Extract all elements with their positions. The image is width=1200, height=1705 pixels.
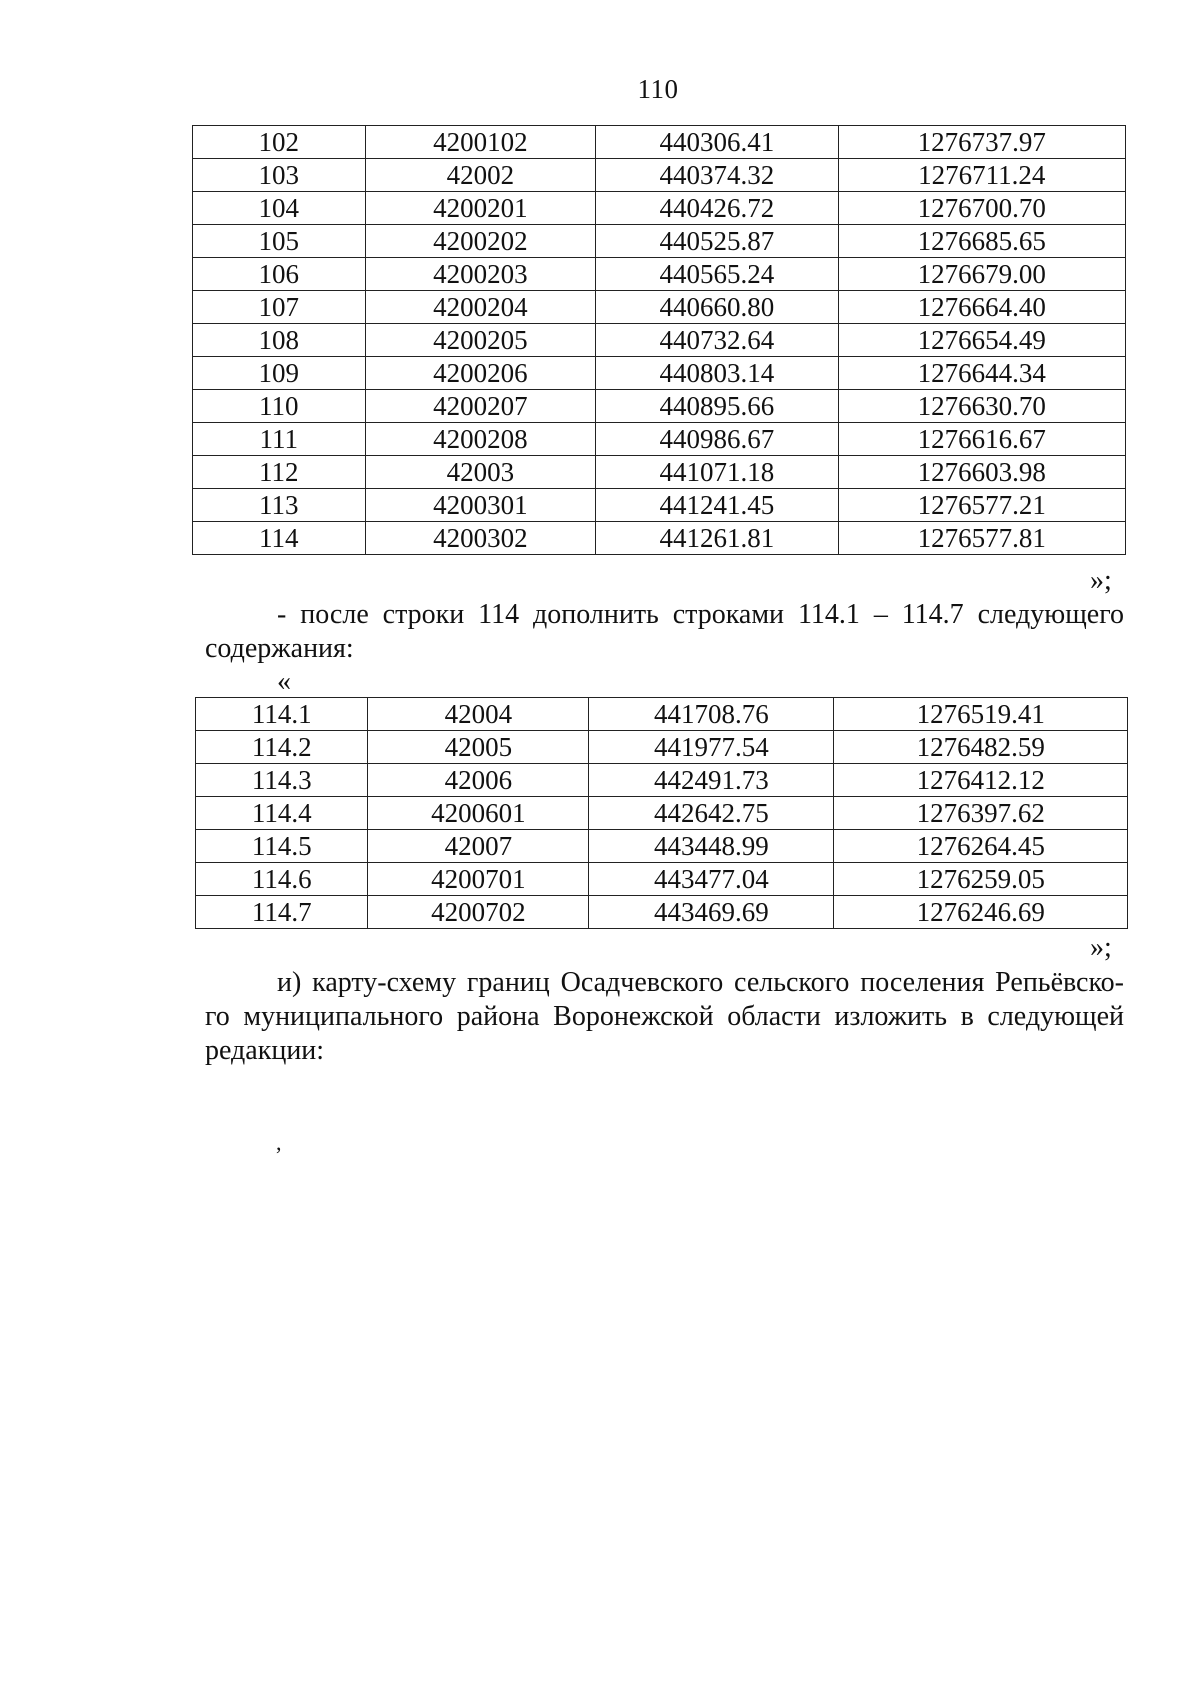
table-cell: 1276630.70 xyxy=(838,390,1125,423)
table-row xyxy=(196,698,1128,731)
table-cell: 109 xyxy=(193,357,366,390)
table-cell: 1276246.69 xyxy=(834,896,1128,929)
table-cell: 440803.14 xyxy=(596,357,839,390)
paragraph-line: - после строки 114 дополнить строками 114.1 – 114.7 следующего xyxy=(277,599,1124,630)
table-cell: 42003 xyxy=(365,456,595,489)
table-cell: 443477.04 xyxy=(589,863,834,896)
instruction-paragraph-1 xyxy=(205,598,1124,666)
table-cell: 440525.87 xyxy=(596,225,839,258)
table-cell: 113 xyxy=(193,489,366,522)
table-cell: 42005 xyxy=(368,731,589,764)
table-cell: 114.3 xyxy=(196,764,368,797)
table-cell: 4200701 xyxy=(368,863,589,896)
paragraph-line: и) карту-схему границ Осадчевского сельского поселения Репьёвско- xyxy=(277,967,1124,998)
table-row xyxy=(193,324,1126,357)
table-cell: 440660.80 xyxy=(596,291,839,324)
table-row xyxy=(196,764,1128,797)
instruction-paragraph-2 xyxy=(205,966,1124,1068)
table-cell: 114.7 xyxy=(196,896,368,929)
table-cell: 1276264.45 xyxy=(834,830,1128,863)
table-cell: 4200202 xyxy=(365,225,595,258)
table-cell: 1276577.21 xyxy=(838,489,1125,522)
table-cell: 1276482.59 xyxy=(834,731,1128,764)
table-cell: 114 xyxy=(193,522,366,555)
table-cell: 1276654.49 xyxy=(838,324,1125,357)
table-cell: 110 xyxy=(193,390,366,423)
table-cell: 4200207 xyxy=(365,390,595,423)
table-cell: 440732.64 xyxy=(596,324,839,357)
table-cell: 4200702 xyxy=(368,896,589,929)
table-cell: 443448.99 xyxy=(589,830,834,863)
table-cell: 42006 xyxy=(368,764,589,797)
table-cell: 1276519.41 xyxy=(834,698,1128,731)
table-row xyxy=(193,390,1126,423)
table-cell: 1276616.67 xyxy=(838,423,1125,456)
table-cell: 1276737.97 xyxy=(838,126,1125,159)
table-cell: 4200208 xyxy=(365,423,595,456)
table-cell: 4200204 xyxy=(365,291,595,324)
table-row xyxy=(193,423,1126,456)
stray-mark: , xyxy=(276,1130,282,1155)
table-cell: 1276685.65 xyxy=(838,225,1125,258)
table-row xyxy=(193,291,1126,324)
page-number: 110 xyxy=(637,74,679,104)
table-cell: 4200102 xyxy=(365,126,595,159)
table-cell: 1276700.70 xyxy=(838,192,1125,225)
table-cell: 4200302 xyxy=(365,522,595,555)
table-cell: 114.2 xyxy=(196,731,368,764)
table-cell: 443469.69 xyxy=(589,896,834,929)
table-cell: 440426.72 xyxy=(596,192,839,225)
table-cell: 441708.76 xyxy=(589,698,834,731)
table-cell: 114.5 xyxy=(196,830,368,863)
table-cell: 441977.54 xyxy=(589,731,834,764)
table-cell: 42002 xyxy=(365,159,595,192)
table-cell: 1276711.24 xyxy=(838,159,1125,192)
table-cell: 4200206 xyxy=(365,357,595,390)
table-cell: 42007 xyxy=(368,830,589,863)
table-cell: 442491.73 xyxy=(589,764,834,797)
table-row xyxy=(196,830,1128,863)
table-cell: 1276577.81 xyxy=(838,522,1125,555)
table-cell: 440895.66 xyxy=(596,390,839,423)
table-cell: 1276412.12 xyxy=(834,764,1128,797)
table-row xyxy=(196,896,1128,929)
table-cell: 42004 xyxy=(368,698,589,731)
table-cell: 104 xyxy=(193,192,366,225)
table-cell: 440565.24 xyxy=(596,258,839,291)
table-cell: 114.4 xyxy=(196,797,368,830)
table-row xyxy=(196,797,1128,830)
paragraph-line: редакции: xyxy=(205,1035,325,1066)
table-row xyxy=(196,731,1128,764)
table-cell: 4200601 xyxy=(368,797,589,830)
table-cell: 114.6 xyxy=(196,863,368,896)
table-row xyxy=(196,863,1128,896)
table-cell: 441071.18 xyxy=(596,456,839,489)
table-cell: 1276664.40 xyxy=(838,291,1125,324)
paragraph-line: го муниципального района Воронежской области изложить в следующей xyxy=(205,1001,1124,1032)
table-cell: 1276603.98 xyxy=(838,456,1125,489)
table-cell: 103 xyxy=(193,159,366,192)
table-cell: 114.1 xyxy=(196,698,368,731)
table-row xyxy=(193,258,1126,291)
coordinates-table-2 xyxy=(195,697,1128,929)
table-row xyxy=(193,126,1126,159)
table-row xyxy=(193,489,1126,522)
table-cell: 1276679.00 xyxy=(838,258,1125,291)
table-cell: 440986.67 xyxy=(596,423,839,456)
table-cell: 440374.32 xyxy=(596,159,839,192)
table-row xyxy=(193,522,1126,555)
opening-quote: « xyxy=(277,666,291,697)
table-row xyxy=(193,159,1126,192)
table-cell: 1276397.62 xyxy=(834,797,1128,830)
table-row xyxy=(193,456,1126,489)
closing-quote: »; xyxy=(1090,932,1112,963)
table-cell: 107 xyxy=(193,291,366,324)
table-cell: 1276644.34 xyxy=(838,357,1125,390)
table-cell: 102 xyxy=(193,126,366,159)
table-cell: 442642.75 xyxy=(589,797,834,830)
table-cell: 4200301 xyxy=(365,489,595,522)
paragraph-line: содержания: xyxy=(205,633,354,664)
table-cell: 112 xyxy=(193,456,366,489)
table-cell: 1276259.05 xyxy=(834,863,1128,896)
table-cell: 106 xyxy=(193,258,366,291)
table-cell: 441261.81 xyxy=(596,522,839,555)
table-row xyxy=(193,192,1126,225)
table-cell: 4200205 xyxy=(365,324,595,357)
table-cell: 4200203 xyxy=(365,258,595,291)
table-cell: 4200201 xyxy=(365,192,595,225)
table-cell: 111 xyxy=(193,423,366,456)
table-cell: 440306.41 xyxy=(596,126,839,159)
table-cell: 108 xyxy=(193,324,366,357)
coordinates-table-1 xyxy=(192,125,1126,555)
table-row xyxy=(193,357,1126,390)
closing-quote: »; xyxy=(1090,565,1112,596)
table-row xyxy=(193,225,1126,258)
table-cell: 441241.45 xyxy=(596,489,839,522)
table-cell: 105 xyxy=(193,225,366,258)
